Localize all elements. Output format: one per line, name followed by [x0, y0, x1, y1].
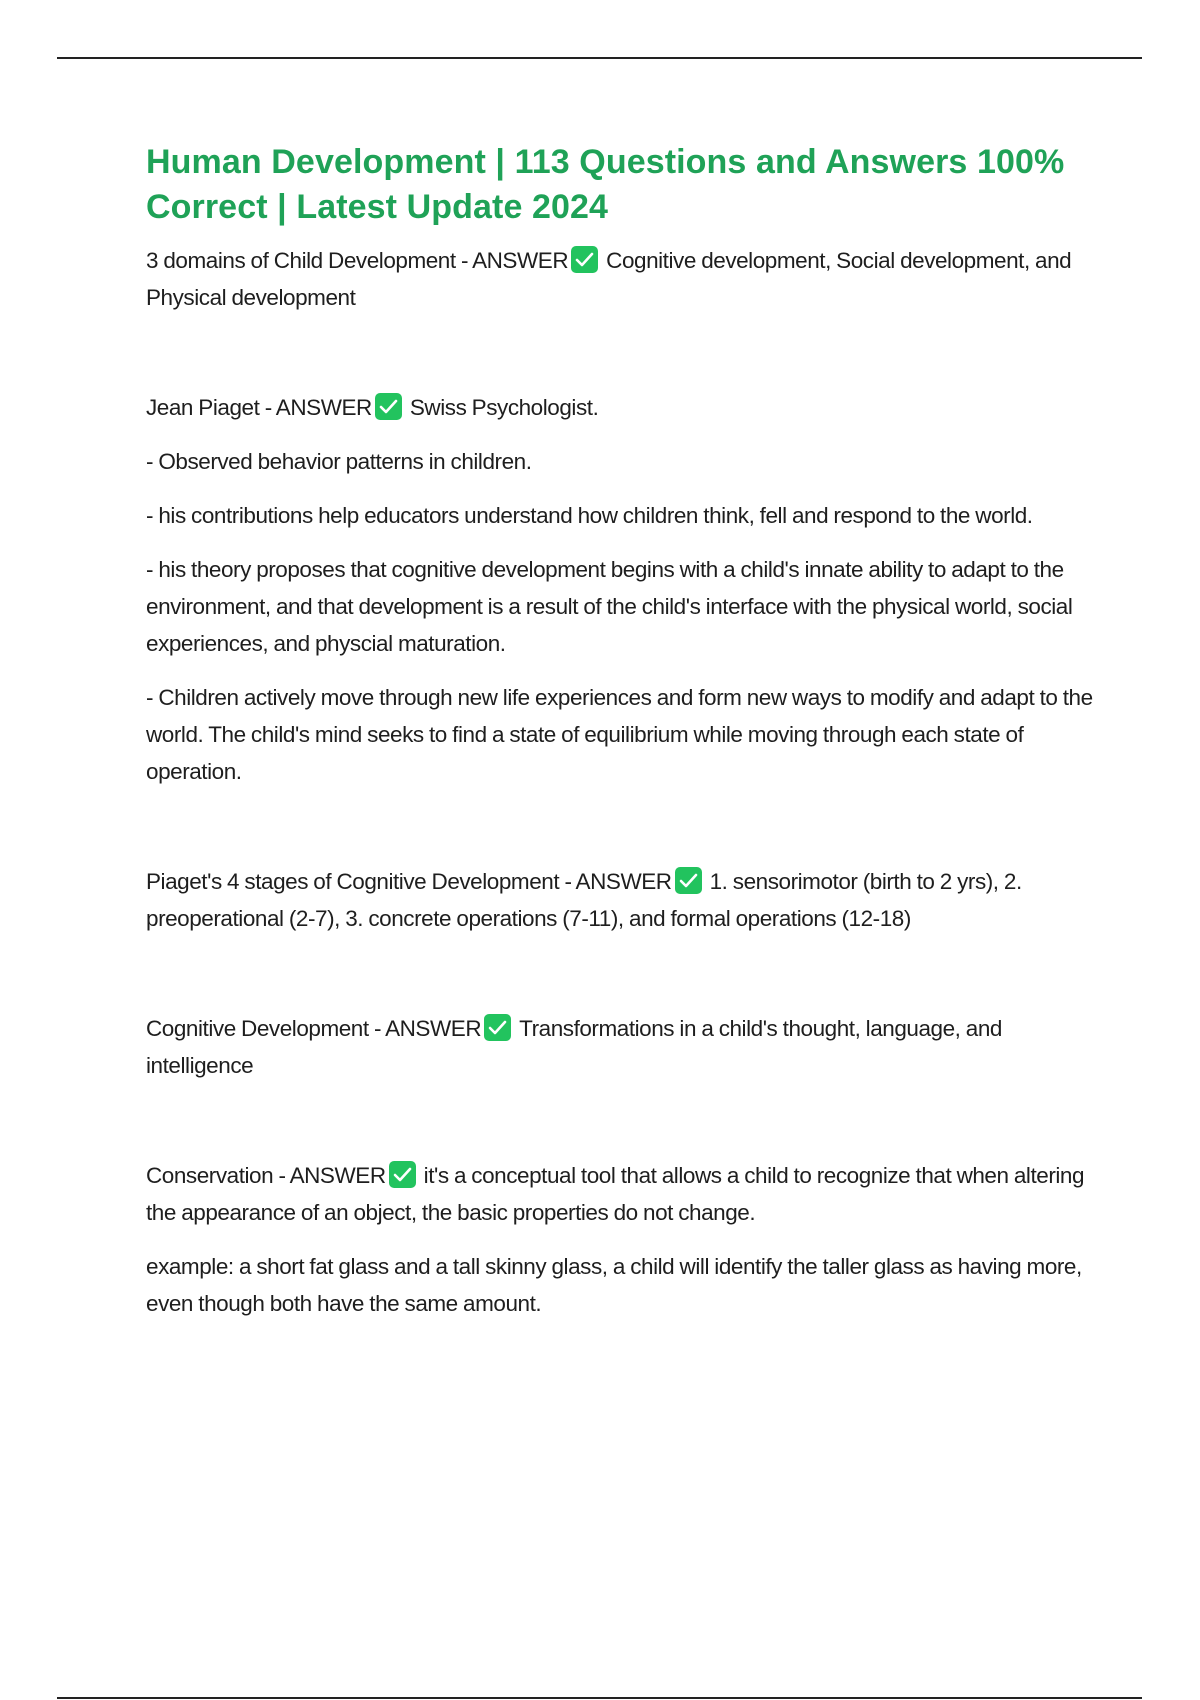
qa-term: Conservation - ANSWER [146, 1163, 386, 1188]
document-body [146, 140, 1096, 1322]
qa-answer: Swiss Psychologist. [409, 395, 599, 420]
footer-rule [57, 1697, 1142, 1699]
qa-detail: - Observed behavior patterns in children. [146, 449, 532, 474]
qa-entry [146, 1010, 1096, 1084]
qa-detail: example: a short fat glass and a tall skinny glass, a child will identify the taller glass as having more, even though both have the same amount. [146, 1254, 1082, 1316]
qa-entry [146, 863, 1096, 937]
qa-answer: Transformations in a child's thought, language, and intelligence [146, 1016, 1002, 1078]
qa-answer: 1. sensorimotor (birth to 2 yrs), 2. preoperational (2-7), 3. concrete operations (7-11), and formal operations (12-18) [146, 869, 1022, 931]
qa-entry [146, 1157, 1096, 1322]
checkmark-icon [375, 393, 402, 420]
qa-question [146, 389, 1096, 426]
qa-detail: - his theory proposes that cognitive development begins with a child's innate ability to adapt to the environment, and that development is a result of the child's interface with the physical world, social experiences, and physcial maturation. [146, 557, 1073, 656]
checkmark-icon [571, 246, 598, 273]
qa-term: Piaget's 4 stages of Cognitive Development - ANSWER [146, 869, 672, 894]
qa-question [146, 1010, 1096, 1084]
qa-question [146, 1157, 1096, 1231]
checkmark-icon [675, 867, 702, 894]
qa-answer: Cognitive development, Social development, and Physical development [146, 248, 1072, 310]
checkmark-icon [484, 1014, 511, 1041]
qa-entry [146, 242, 1096, 316]
checkmark-icon [389, 1161, 416, 1188]
document-title: Human Development | 113 Questions and Answers 100% Correct | Latest Update 2024 [146, 143, 1065, 226]
qa-question [146, 242, 1096, 316]
qa-question [146, 863, 1096, 937]
qa-term: 3 domains of Child Development - ANSWER [146, 248, 569, 273]
qa-entry [146, 389, 1096, 790]
header-rule [57, 57, 1142, 59]
qa-detail: - Children actively move through new life experiences and form new ways to modify and adapt to the world. The child's mind seeks to find a state of equilibrium while moving through each state of operation. [146, 685, 1093, 784]
qa-detail: - his contributions help educators understand how children think, fell and respond to the world. [146, 503, 1033, 528]
qa-term: Cognitive Development - ANSWER [146, 1016, 482, 1041]
qa-answer: it's a conceptual tool that allows a child to recognize that when altering the appearance of an object, the basic properties do not change. [146, 1163, 1085, 1225]
qa-term: Jean Piaget - ANSWER [146, 395, 372, 420]
